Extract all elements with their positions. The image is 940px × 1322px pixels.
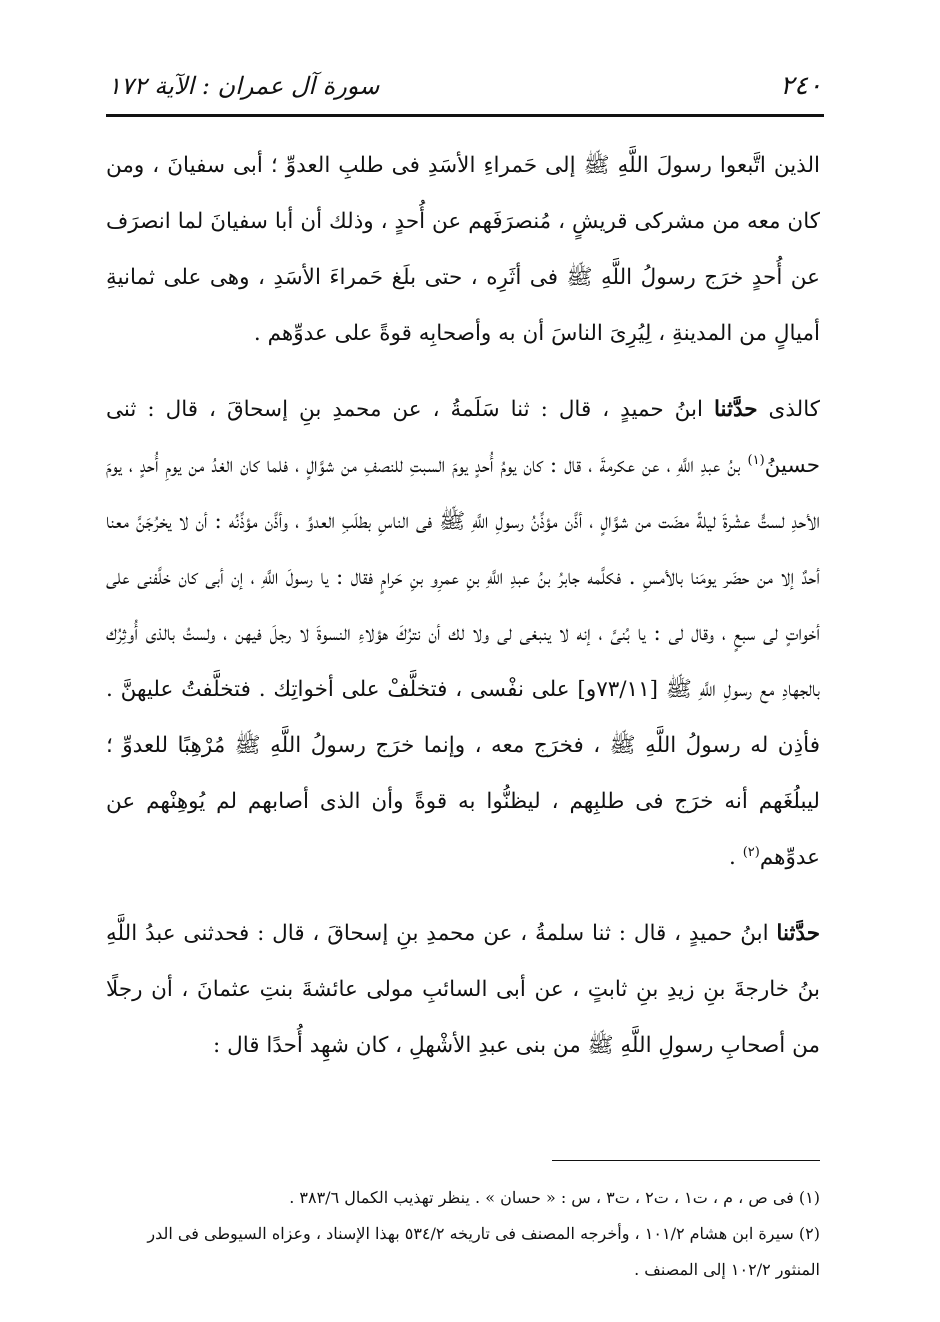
- bold-text: حدَّثنا: [713, 397, 758, 422]
- text-segment: ابنُ حميدٍ ، قال : ثنا سَلَمةُ ، عن محمدِ بنِ إسحاقَ ، قال : ثنى حسينُ: [106, 397, 820, 478]
- footnote-marker: (٢): [742, 844, 760, 860]
- paragraph-3: [106, 906, 820, 1074]
- paragraph-1: [106, 138, 820, 362]
- header-divider: [106, 114, 824, 117]
- text-segment: ابنُ حميدٍ ، قال : ثنا سلمةُ ، عن محمدِ بنِ إسحاقَ ، قال : فحدثنى عبدُ اللَّهِ بنُ خارجةَ بنِ زيدِ بنِ ثابتٍ ، عن أبى السائبِ مولى عائشةَ بنتِ عثمانَ ، أن رجلًا من أصحابِ رسولِ اللَّهِ ﷺ من بنى عبدِ الأشْهلِ ، كان شهِد أُحدًا قال :: [106, 921, 820, 1058]
- text-segment: .: [729, 845, 743, 870]
- text-segment: كالذى: [757, 397, 820, 422]
- footnote-divider: [552, 1160, 820, 1161]
- page-number: ٢٤٠: [780, 71, 822, 101]
- main-text: [106, 138, 820, 1094]
- footnotes: [106, 1180, 820, 1288]
- running-title: سورة آل عمران : الآية ١٧٢: [108, 72, 380, 100]
- text-segment: بنُ عبدِ اللَّهِ ، عن عكرمةَ ، قال : كان يومُ أُحدٍ يومَ السبتِ للنصفِ من شوَّالٍ ، فلما كان الغدُ من يومِ أُحدٍ ، يومَ الأحدِ لستٍّ عشْرةَ ليلةً مضَت من شوَّالٍ ، أذَّن مؤذِّنُ رسولِ اللَّهِ ﷺ فى الناسِ بطلَبِ العدوِّ ، وأذَّن مؤذِّنُه : أن لا يخرُجَنَّ معنا أحدٌ إلا من حضَر يومَنا بالأمسِ . فكلَّمه جابرُ بنُ عبدِ اللَّهِ بنِ عمرِو بنِ حَرامٍ فقال : يا رسولَ اللَّهِ ، إن أبى كان خلَّفنى على أخواتٍ لى سبعٍ ، وقال لى : يا بُنىَّ ، إنه لا ينبغى لى ولا لك أن نترُكَ هؤلاءِ النسوةَ لا رجلَ فيهن ، ولستُ بالذى أُوثِرُك بالجهادِ مع رسولِ اللَّهِ ﷺ [٧٣/١١و] على نفْسى ، فتخلَّفْ على أخواتِك . فتخلَّفتُ عليهنَّ . فأذِن له رسولُ اللَّهِ ﷺ ، فخرَج معه ، وإنما خرَج رسولُ اللَّهِ ﷺ مُرْهِبًا للعدوِّ ؛ ليبلُغَهم أنه خرَج فى طلبِهم ، ليظنُّوا به قوةً وأن الذى أصابهم لم يُوهِنْهم عن عدوِّهم: [106, 453, 820, 870]
- footnote-1: (١) فى ص ، م ، ت١ ، ت٢ ، ت٣ ، س : « حسان » . ينظر تهذيب الكمال ٣٨٣/٦ .: [289, 1188, 820, 1207]
- footnote-marker: (١): [747, 452, 765, 468]
- bold-text: حدَّثنا: [776, 921, 820, 946]
- paragraph-2: [106, 382, 820, 886]
- text-segment: الذين اتَّبعوا رسولَ اللَّهِ ﷺ إلى حَمراءِ الأسَدِ فى طلبِ العدوِّ ؛ أبى سفيانَ ، ومن كان معه من مشركى قريشٍ ، مُنصرَفَهم عن أُحدٍ ، وذلك أن أبا سفيانَ لما انصرَف عن أُحدٍ خرَج رسولُ اللَّهِ ﷺ فى أثَرِه ، حتى بلَغ حَمراءَ الأسَدِ ، وهى على ثمانيةِ أميالٍ من المدينةِ ، لِيُرِىَ الناسَ أن به وأصحابِه قوةً على عدوِّهم .: [106, 153, 820, 346]
- footnote-2: (٢) سيرة ابن هشام ١٠١/٢ ، وأخرجه المصنف فى تاريخه ٥٣٤/٢ بهذا الإسناد ، وعزاه السيوطى فى الدر المنثور ١٠٢/٢ إلى المصنف .: [147, 1224, 820, 1279]
- page-header: [108, 66, 822, 106]
